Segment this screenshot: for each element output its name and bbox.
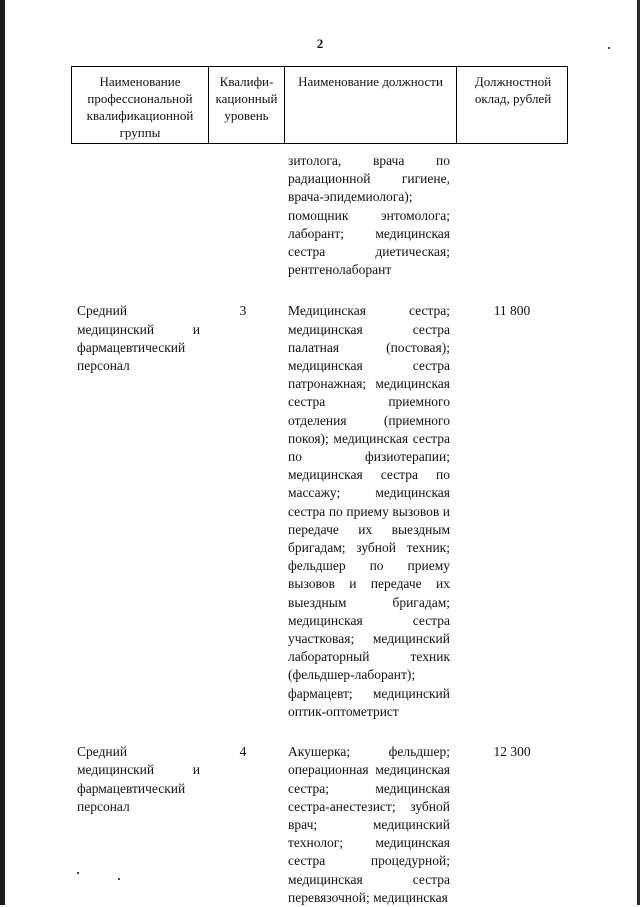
header-position: Наименование должности: [285, 67, 457, 143]
header-salary: Должностной оклад, рублей: [474, 74, 552, 106]
table-row: [71, 743, 568, 907]
row-positions: Акушерка; фельдшер; операционная медицинская сестра; медицинская сестра-анестезист; зубной врач; медицинский технолог; медицинская сестра процедурной; медицинская сестра перевязочной; медицинская: [288, 744, 450, 905]
scan-speck: [118, 878, 120, 880]
scan-edge-left: [0, 0, 5, 905]
row-group: Средний медицинский и фармацевтический персонал: [77, 303, 200, 374]
row-positions: Медицинская сестра; медицинская сестра палатная (постовая); медицинская сестра патронажная; медицинская сестра приемного отделения (приемного покоя); медицинская сестра по физиотерапии; медицинская сестра по массажу; медицинская сестра по приему вызовов и передаче их выездным бригадам; зубной техник; фельдшер по приему вызовов и передаче их выездным бригадам; медицинская сестра участковая; медицинский лабораторный техник (фельдшер-лаборант); фармацевт; медицинский оптик-оптометрист: [288, 303, 450, 719]
row-level: [208, 152, 284, 279]
scan-speck: [77, 872, 79, 874]
row-positions: зитолога, врача по радиационной гигиене, врача-эпидемиолога); помощник энтомолога; лаборант; медицинская сестра диетическая; рентгенолаборант: [288, 153, 450, 278]
table-header: [71, 66, 568, 144]
row-salary: 11 800: [493, 303, 531, 319]
header-group: Наименование профессиональной квалификационной группы: [72, 67, 209, 143]
row-level: 3: [239, 303, 247, 319]
row-group: [71, 152, 208, 279]
scan-speck: [608, 47, 610, 49]
table-row: [71, 302, 568, 721]
header-level: Квалифи-кационный уровень: [209, 67, 285, 143]
page-number: 2: [316, 36, 324, 51]
row-salary: [456, 152, 568, 279]
row-group: Средний медицинский и фармацевтический персонал: [77, 744, 200, 814]
table-body: [71, 152, 568, 907]
table-row: [71, 152, 568, 279]
row-level: 4: [239, 744, 247, 760]
row-salary: 12 300: [493, 744, 531, 760]
